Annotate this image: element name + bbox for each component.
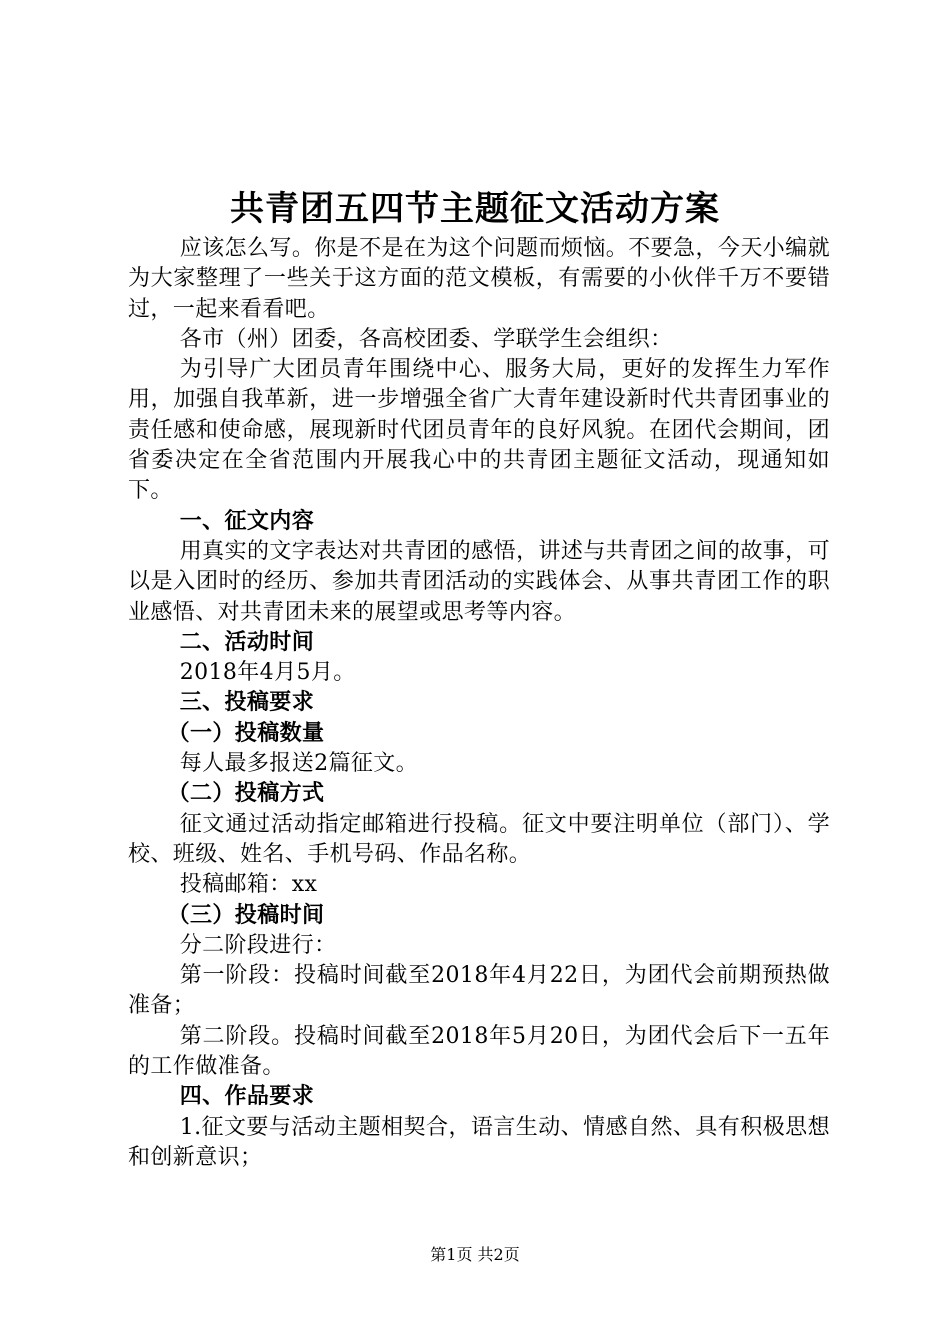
subsection-heading-deadline: （三）投稿时间 [167, 902, 325, 928]
stage-two-text: 第二阶段。投稿时间截至2018年5月20日，为团代会后下一五年的工作做准备。 [128, 1023, 830, 1080]
section-heading-content: 一、征文内容 [179, 508, 315, 534]
page-footer: 第1页 共2页 [430, 1245, 520, 1264]
section-text-content: 用真实的文字表达对共青团的感悟，讲述与共青团之间的故事，可以是入团时的经历、参加共青团活动的实践体会、从事共青团工作的职业感悟、对共青团未来的展望或思考等内容。 [128, 538, 830, 625]
section-heading-requirements: 三、投稿要求 [179, 690, 315, 716]
document-title: 共青团五四节主题征文活动方案 [230, 189, 720, 229]
subsection-heading-quantity: （一）投稿数量 [167, 720, 325, 746]
subsection-heading-method: （二）投稿方式 [167, 781, 325, 807]
subsection-text-deadline: 分二阶段进行： [179, 932, 337, 958]
document-body [128, 234, 830, 1173]
purpose-paragraph: 为引导广大团员青年围绕中心、服务大局，更好的发挥生力军作用，加强自我革新，进一步增强全省广大青年建设新时代共青团事业的责任感和使命感，展现新时代团员青年的良好风貌。在团代会期间，团省委决定在全省范围内开展我心中的共青团主题征文活动，现通知如下。 [128, 357, 830, 504]
section-heading-work-requirements: 四、作品要求 [179, 1084, 315, 1110]
intro-paragraph: 应该怎么写。你是不是在为这个问题而烦恼。不要急，今天小编就为大家整理了一些关于这方面的范文模板，有需要的小伙伴千万不要错过，一起来看看吧。 [128, 236, 830, 322]
subsection-text-method: 征文通过活动指定邮箱进行投稿。征文中要注明单位（部门）、学校、班级、姓名、手机号码、作品名称。 [128, 811, 830, 867]
section-heading-time: 二、活动时间 [179, 629, 315, 655]
salutation-paragraph: 各市（州）团委，各高校团委、学联学生会组织： [179, 326, 673, 352]
section-text-time: 2018年4月5月。 [179, 660, 356, 686]
stage-one-text: 第一阶段：投稿时间截至2018年4月22日，为团代会前期预热做准备； [128, 963, 830, 1019]
work-requirement-item-1: 1.征文要与活动主题相契合，语言生动、情感自然、具有积极思想和创新意识； [128, 1114, 830, 1170]
submission-email: 投稿邮箱：xx [179, 872, 318, 898]
subsection-text-quantity: 每人最多报送2篇征文。 [179, 751, 419, 777]
